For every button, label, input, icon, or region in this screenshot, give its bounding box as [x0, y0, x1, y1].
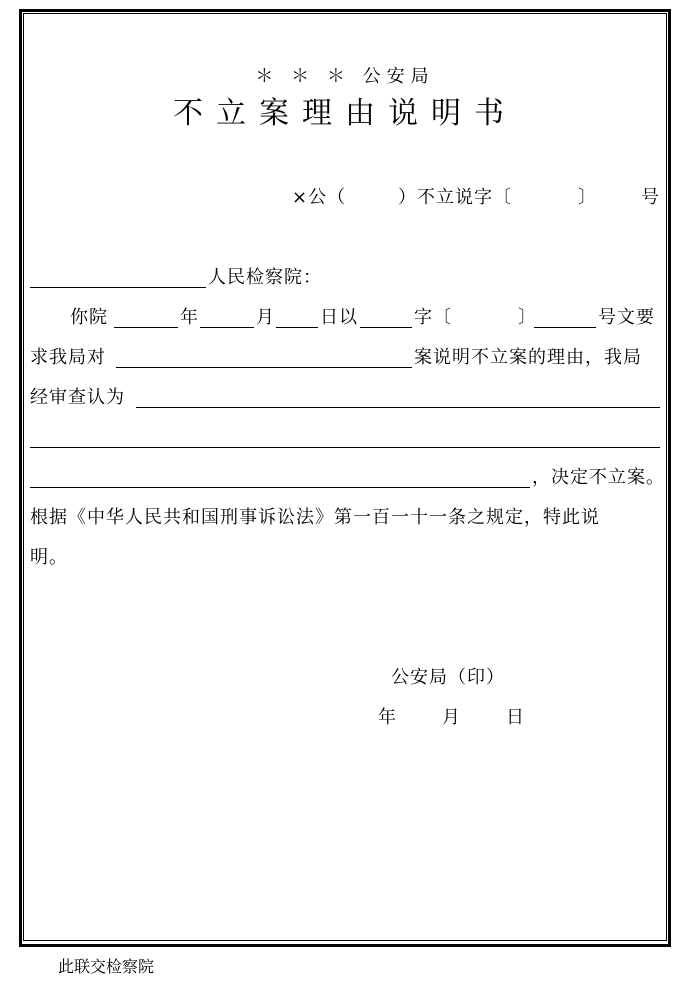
copy-destination-note: 此联交检察院 — [58, 957, 155, 976]
document-title: 不立案理由说明书 — [173, 96, 517, 131]
reason-blank-line-1[interactable] — [136, 407, 660, 408]
reason-blank-line-2[interactable] — [30, 447, 660, 448]
legal-basis-end: 明。 — [30, 547, 68, 568]
month-blank[interactable] — [200, 327, 254, 328]
case-name-blank[interactable] — [116, 367, 412, 368]
body-day-by-label: 日以 — [320, 307, 358, 328]
body-zi-label: 字〔 — [414, 307, 452, 328]
reason-blank-line-3[interactable] — [30, 487, 530, 488]
decision-text: ，决定不立案。 — [532, 467, 665, 488]
year-blank[interactable] — [114, 327, 178, 328]
body-line2-start: 求我局对 — [30, 347, 106, 368]
signature-day-label: 日 — [506, 707, 525, 728]
doc-number-suffix: 号 — [641, 187, 660, 208]
recipient-label: 人民检察院： — [208, 267, 322, 288]
recipient-blank[interactable] — [30, 287, 206, 288]
doc-number-prefix: ×公（ — [292, 187, 347, 208]
seal-label: 公安局（印） — [391, 667, 505, 688]
body-line3-start: 经审查认为 — [30, 387, 125, 408]
body-line2-end: 案说明不立案的理由，我局 — [414, 347, 642, 368]
number-blank[interactable] — [534, 327, 596, 328]
day-blank[interactable] — [276, 327, 318, 328]
signature-month-label: 月 — [442, 707, 461, 728]
legal-basis-text: 根据《中华人民共和国刑事诉讼法》第一百一十一条之规定，特此说 — [30, 507, 600, 528]
doc-number-middle: ）不立说字〔 — [398, 187, 512, 208]
body-line1-start: 你院 — [70, 307, 108, 328]
body-month-label: 月 — [256, 307, 275, 328]
document-type-blank[interactable] — [360, 327, 412, 328]
doc-number-bracket-close: 〕 — [578, 187, 597, 208]
signature-year-label: 年 — [378, 707, 397, 728]
body-bracket-close: 〕 — [518, 307, 537, 328]
body-year-label: 年 — [180, 307, 199, 328]
agency-name: ＊ ＊ ＊ 公安局 — [255, 66, 435, 87]
body-hao-wen-yao: 号文要 — [598, 307, 655, 328]
